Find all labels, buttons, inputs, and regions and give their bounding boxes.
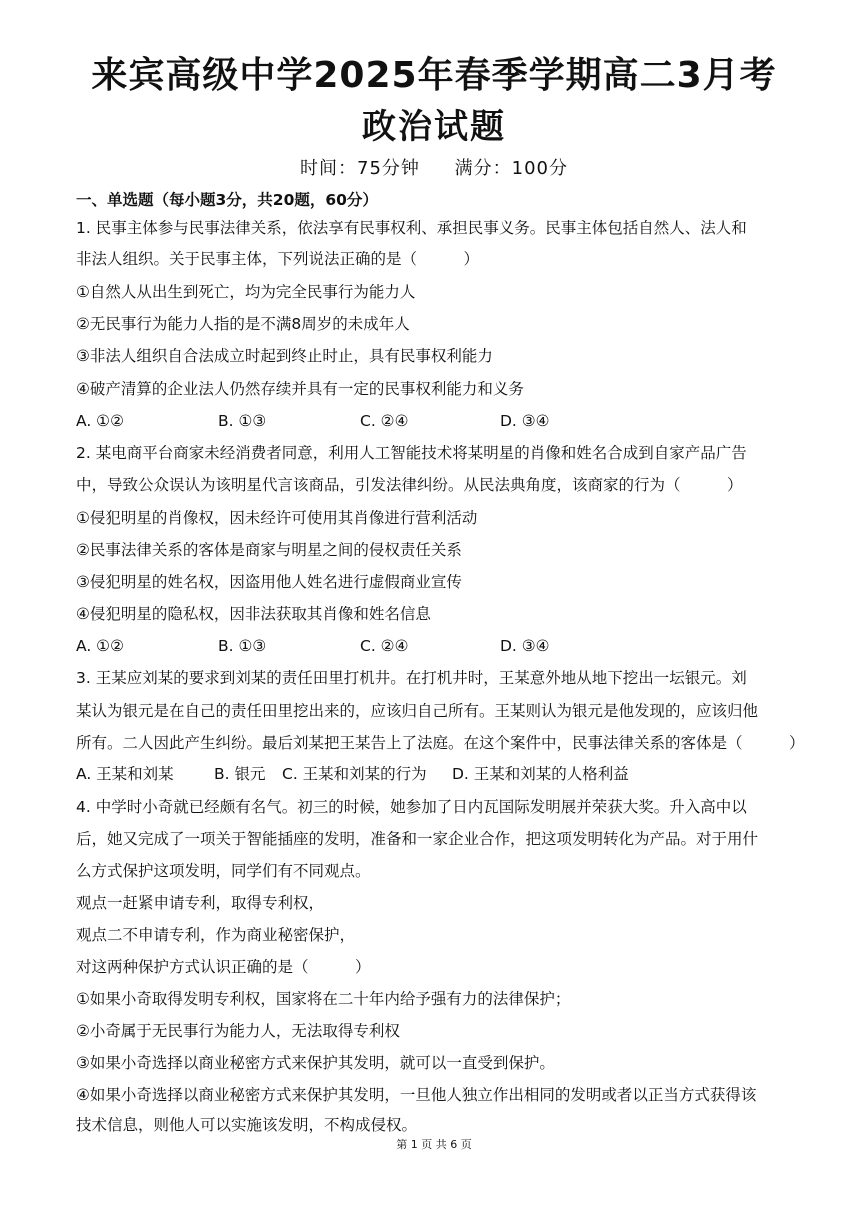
exam-meta bbox=[0, 155, 868, 183]
q3-stem-line-2: 某认为银元是在自己的责任田里挖出来的，应该归自己所有。王某则认为银元是他发现的，应该归他 bbox=[76, 702, 759, 720]
q2-item-2: ②民事法律关系的客体是商家与明星之间的侵权责任关系 bbox=[76, 541, 462, 559]
q3-option-d: D. 王某和刘某的人格利益 bbox=[452, 765, 629, 783]
q2-item-1: ①侵犯明星的肖像权，因未经许可使用其肖像进行营利活动 bbox=[76, 509, 478, 527]
q3-stem-line-3: 所有。二人因此产生纠纷。最后刘某把王某告上了法庭。在这个案件中，民事法律关系的客体是（ ） bbox=[76, 734, 805, 752]
q2-option-a: A. ①② bbox=[76, 637, 124, 655]
q2-option-b: B. ①③ bbox=[218, 637, 267, 655]
q1-option-a: A. ①② bbox=[76, 412, 124, 430]
page-footer: 第 1 页 共 6 页 bbox=[396, 1138, 472, 1151]
exam-title: 来宾高级中学2025年春季学期高二3月考 bbox=[91, 55, 777, 96]
q1-stem-line-1: 1. 民事主体参与民事法律关系，依法享有民事权利、承担民事义务。民事主体包括自然人、法人和 bbox=[76, 219, 747, 237]
q4-question: 对这两种保护方式认识正确的是（ ） bbox=[76, 958, 371, 976]
section-heading: 一、单选题（每小题3分，共20题，60分） bbox=[76, 191, 378, 209]
q4-item-1: ①如果小奇取得发明专利权，国家将在二十年内给予强有力的法律保护； bbox=[76, 990, 571, 1008]
q4-stem-line-3: 么方式保护这项发明，同学们有不同观点。 bbox=[76, 862, 371, 880]
q4-item-4-continued: 技术信息，则他人可以实施该发明，不构成侵权。 bbox=[76, 1116, 418, 1134]
q2-option-c: C. ②④ bbox=[360, 637, 409, 655]
q3-option-a: A. 王某和刘某 bbox=[76, 765, 174, 783]
q1-option-b: B. ①③ bbox=[218, 412, 267, 430]
exam-subject: 政治试题 bbox=[362, 107, 506, 147]
q1-item-4: ④破产清算的企业法人仍然存续并具有一定的民事权利能力和义务 bbox=[76, 380, 524, 398]
q3-stem-line-1: 3. 王某应刘某的要求到刘某的责任田里打机井。在打机井时，王某意外地从地下挖出一坛银元。刘 bbox=[76, 669, 747, 687]
exam-score: 满分：100分 bbox=[454, 158, 568, 179]
exam-time: 时间：75分钟 bbox=[300, 158, 420, 179]
q2-item-3: ③侵犯明星的姓名权，因盗用他人姓名进行虚假商业宣传 bbox=[76, 573, 462, 591]
q4-stem-line-1: 4. 中学时小奇就已经颇有名气。初三的时候，她参加了日内瓦国际发明展并荣获大奖。升入高中以 bbox=[76, 798, 747, 816]
q2-stem-line-1: 2. 某电商平台商家未经消费者同意，利用人工智能技术将某明星的肖像和姓名合成到自家产品广告 bbox=[76, 444, 747, 462]
q4-stem-line-2: 后，她又完成了一项关于智能插座的发明，准备和一家企业合作，把这项发明转化为产品。对于用什 bbox=[76, 830, 759, 848]
q3-option-b: B. 银元 bbox=[214, 765, 266, 783]
q2-option-d: D. ③④ bbox=[500, 637, 550, 655]
q1-option-d: D. ③④ bbox=[500, 412, 550, 430]
q4-view-2: 观点二不申请专利，作为商业秘密保护， bbox=[76, 926, 356, 944]
q4-item-2: ②小奇属于无民事行为能力人，无法取得专利权 bbox=[76, 1022, 400, 1040]
q1-stem-line-2: 非法人组织。关于民事主体，下列说法正确的是（ ） bbox=[76, 250, 480, 268]
q1-item-2: ②无民事行为能力人指的是不满8周岁的未成年人 bbox=[76, 315, 410, 333]
q3-option-c: C. 王某和刘某的行为 bbox=[282, 765, 427, 783]
q4-view-1: 观点一赶紧申请专利，取得专利权， bbox=[76, 894, 325, 912]
q1-item-1: ①自然人从出生到死亡，均为完全民事行为能力人 bbox=[76, 283, 416, 301]
q2-stem-line-2: 中，导致公众误认为该明星代言该商品，引发法律纠纷。从民法典角度，该商家的行为（ ） bbox=[76, 476, 743, 494]
q2-item-4: ④侵犯明星的隐私权，因非法获取其肖像和姓名信息 bbox=[76, 605, 431, 623]
q1-item-3: ③非法人组织自合法成立时起到终止时止，具有民事权利能力 bbox=[76, 347, 493, 365]
q4-item-4: ④如果小奇选择以商业秘密方式来保护其发明，一旦他人独立作出相同的发明或者以正当方式获得该 bbox=[76, 1086, 757, 1104]
q1-option-c: C. ②④ bbox=[360, 412, 409, 430]
q4-item-3: ③如果小奇选择以商业秘密方式来保护其发明，就可以一直受到保护。 bbox=[76, 1054, 555, 1072]
